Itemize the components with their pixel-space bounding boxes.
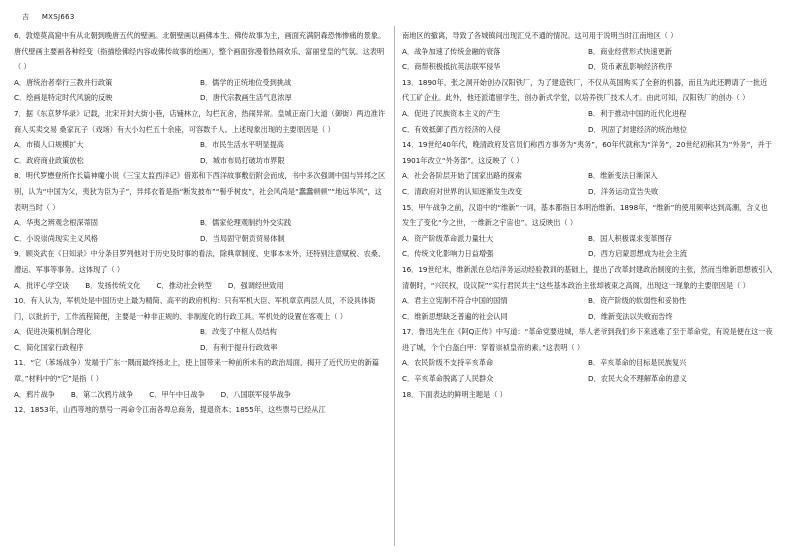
answer-option[interactable]: D．有利于提升行政效率 <box>200 342 278 352</box>
question-stem: 18．下面表达的鲜明主题是（ ） <box>402 389 507 399</box>
answer-option[interactable]: A．资产阶级革命派力量壮大 <box>402 233 494 243</box>
answer-option[interactable]: B．维新变法日渐深入 <box>588 171 658 181</box>
answer-option[interactable]: D．维新变法以失败而告终 <box>588 311 673 321</box>
question-stem: 11．“它（苯场战争）发端于广东一隅而最终扬北上，使上国带来一种前所未有的政治局面，揭开了近代历史的新篇章。”材料中的“它”是指（ ） <box>14 358 380 384</box>
question-stem: 7．据《东京梦华录》记载，北宋开封大街小巷，店铺林立，勾栏瓦舍，热闹异常。皇城正南门大道（御街）两边准许商人买卖交易 桑家瓦子（戏场）有大小勾栏五十余座，可容数千人。上述现象出现的主要原因是（ ） <box>14 108 386 134</box>
answer-option[interactable]: D．货币紊乱影响经济秩序 <box>588 62 673 72</box>
question-stem: 10．有人认为，军机处是中国历史上最为精简、高平的政府机构：只有军机大臣、军机章京两层人员，不设具体衙门，以批折于，工作流程简便，主要是一种非正规的、非制度化的行政工具。军机处的设置在客观上（ ） <box>14 296 376 321</box>
answer-options <box>14 137 386 168</box>
answer-options <box>14 324 386 355</box>
answer-option[interactable]: D．洋务运动宣告失败 <box>588 186 659 196</box>
answer-option[interactable]: C．有效抵御了西方经济的入侵 <box>402 124 501 134</box>
page-header <box>22 12 85 22</box>
answer-option[interactable]: B．第二次鸦片战争 <box>70 389 134 399</box>
answer-option[interactable]: A．促进决策机制合理化 <box>14 327 91 337</box>
answer-option[interactable]: D．巩固了封建经济的统治地位 <box>588 124 687 134</box>
answer-option[interactable]: A．促进了民族资本主义的产生 <box>402 108 501 118</box>
question-block <box>402 262 774 324</box>
answer-options <box>402 355 774 386</box>
answer-option[interactable]: C．清政府对世界的认知逐渐发生改变 <box>402 186 523 196</box>
question-stem: 12．1853年，山西等地的票号一再命令江南各埠总商务，提退资本；1855年，这些票号已经从江 <box>14 405 326 415</box>
answer-option[interactable]: A．批评心学空谈 <box>14 280 70 290</box>
question-block <box>14 355 386 402</box>
header-code: MXSJ663 <box>41 13 75 21</box>
answer-option[interactable]: D．西方启蒙思想成为社会主流 <box>588 249 687 259</box>
answer-option[interactable]: D．当局固守朝贡贸易体制 <box>200 233 285 243</box>
question-stem: 6．敦煌莫高窟中有从北朝到晚唐五代的壁画。北朝壁画以画佛本生、佛传故事为主，画面充满阴森恐怖惨痛的景象。唐代壁画主要画各种经变（指描绘佛经内容或佛传故事的绘画），整个画面弥漫着热闹欢乐、富丽堂皇的气氛。这表明（ ） <box>14 31 386 72</box>
answer-options <box>14 215 386 246</box>
answer-option[interactable]: A．社会各阶层开始了国家出路的探索 <box>402 171 522 181</box>
answer-option[interactable]: C．绘画是特定时代风貌的反映 <box>14 93 113 103</box>
answer-option[interactable]: C．小说崇尚现实主义风格 <box>14 233 99 243</box>
question-stem: 15．甲午战争之前，汉语中的“维新”一词，基本都指日本明治维新。1898年，“维新”的使用频率达到高潮，含义也发生了变化“今之世，一维新之宇宙也”。这反映出（ ） <box>402 202 768 228</box>
question-stem: 9．顾炎武在《日知录》中分条目罗列他对于历史及时事的看法，除典章制度、史事本末外，还特别注意赋税、农桑、漕运、军事等事务。这体现了（ ） <box>14 249 386 274</box>
question-stem: 13．1890年，张之洞开始创办汉阳铁厂，为了建造铁厂，不仅从英国购买了全套的机器，而且为此还聘请了一批近代工矿企业。此外，他还派遣留学生，创办新式学堂，以培养铁厂技术人才。由此可知，汉阳铁厂的创办（ ） <box>402 77 768 103</box>
answer-option[interactable]: C．甲午中日战争 <box>149 389 205 399</box>
question-block <box>402 200 774 262</box>
answer-option[interactable]: D．农民大众不理解革命的意义 <box>588 374 687 384</box>
answer-option[interactable]: B．辛亥革命的目标是民族复兴 <box>588 358 687 368</box>
answer-option[interactable]: D．强调经世致用 <box>227 280 284 290</box>
answer-option[interactable]: A．战争加速了传统金融的衰落 <box>402 46 501 56</box>
left-column <box>14 28 386 418</box>
answer-options <box>14 387 386 403</box>
question-block <box>402 75 774 137</box>
answer-option[interactable]: D．唐代宗教画生活气息浓厚 <box>200 93 292 103</box>
answer-option[interactable]: A．唐统治者奉行三教并行政策 <box>14 77 113 87</box>
answer-option[interactable]: B．国人积极谋求变革图存 <box>588 233 672 243</box>
answer-options <box>14 278 386 294</box>
answer-option[interactable]: D．城市布局打破坊市界限 <box>200 155 285 165</box>
question-stem: 8．明代罗懋登所作长篇神魔小说《三宝太监西洋记》借郑和下西洋故事敷衍附会而成，书中多次强调中国与异邦之区别，认为“中国为父，夷狄为臣为子”，异邦衣着是指“断发披布”“髻乎树皮”，社会风尚是“蠢蠢顿顿”“地远华风”，这表明当时（ ） <box>14 171 386 212</box>
question-block <box>402 137 774 199</box>
answer-option[interactable]: B．儒学的正统地位受到挑战 <box>200 77 292 87</box>
question-stem: 南地区的撤离，导致了各城镇间出现汇兑不通的情况。这可用于说明当时江南地区（ ） <box>402 31 678 40</box>
answer-options <box>402 293 774 324</box>
answer-option[interactable]: A．华夷之辨观念根深蒂固 <box>14 218 98 228</box>
answer-option[interactable]: C．简化国家行政程序 <box>14 342 84 352</box>
answer-option[interactable]: B．资产阶级的软弱性和妥协性 <box>588 296 687 306</box>
question-block <box>402 28 774 75</box>
answer-option[interactable]: B．发扬传统文化 <box>85 280 141 290</box>
answer-option[interactable]: C．维新思想缺乏普遍的社会认同 <box>402 311 508 321</box>
answer-option[interactable]: C．传统文化影响力日益增强 <box>402 249 494 259</box>
answer-options <box>402 168 774 199</box>
question-stem: 17．鲁迅先生在《阿Q正传》中写道：“革命党要进城，举人老爷到我们乡下来逃难了至于革命党，有说是便在这一夜进了城，个个白盔白甲：穿着崇祯皇帝的素。”这表明（ ） <box>402 327 773 352</box>
question-stem: 14．19世纪40年代，晚清政府及官员们称西方事务为“夷务”，60年代就称为“洋务”，20世纪初称其为“外务”，并于1901年改立“外务部”。这反映了（ ） <box>402 140 772 165</box>
answer-option[interactable]: A．市镇人口规模扩大 <box>14 140 84 150</box>
answer-options <box>14 75 386 106</box>
header-mark: 吉 <box>22 13 30 21</box>
answer-option[interactable]: C．推动社会转型 <box>156 280 212 290</box>
question-block <box>14 293 386 355</box>
question-block <box>402 324 774 386</box>
answer-option[interactable]: A．鸦片战争 <box>14 389 55 399</box>
answer-option[interactable]: B．市民生活水平明显提高 <box>200 140 284 150</box>
question-block <box>14 28 386 106</box>
question-stem: 16．19世纪末，维新派在总结洋务运动经验教训的基础上，提出了改革封建政治制度的主张，然而当维新思想被引入清朝时，“兴民权，设议院”“实行君民共主”这些基本政治主张却被束之高阁，出现这一现象的主要原因是（ ） <box>402 264 773 290</box>
answer-option[interactable]: C．政府商业政策放松 <box>14 155 84 165</box>
right-column <box>402 28 774 402</box>
answer-option[interactable]: B．改变了中枢人员结构 <box>200 327 277 337</box>
question-block <box>14 246 386 293</box>
answer-options <box>402 44 774 75</box>
answer-option[interactable]: B．商业经营形式快速更新 <box>588 46 672 56</box>
question-block <box>14 168 386 246</box>
answer-option[interactable]: B．儒家伦理观制约外交实践 <box>200 218 292 228</box>
answer-options <box>402 231 774 262</box>
answer-option[interactable]: D．八国联军侵华战争 <box>220 389 291 399</box>
column-divider <box>394 26 395 546</box>
answer-option[interactable]: A．君主立宪制不符合中国的国情 <box>402 296 508 306</box>
question-block <box>14 402 386 418</box>
answer-options <box>402 106 774 137</box>
answer-option[interactable]: C．辛亥革命脱离了人民群众 <box>402 374 494 384</box>
question-block <box>14 106 386 168</box>
answer-option[interactable]: B．利于推动中国的近代化进程 <box>588 108 687 118</box>
answer-option[interactable]: C．商帮积极抵抗英法联军侵华 <box>402 62 501 72</box>
answer-option[interactable]: A．农民阶级不支持辛亥革命 <box>402 358 494 368</box>
question-block <box>402 387 774 403</box>
